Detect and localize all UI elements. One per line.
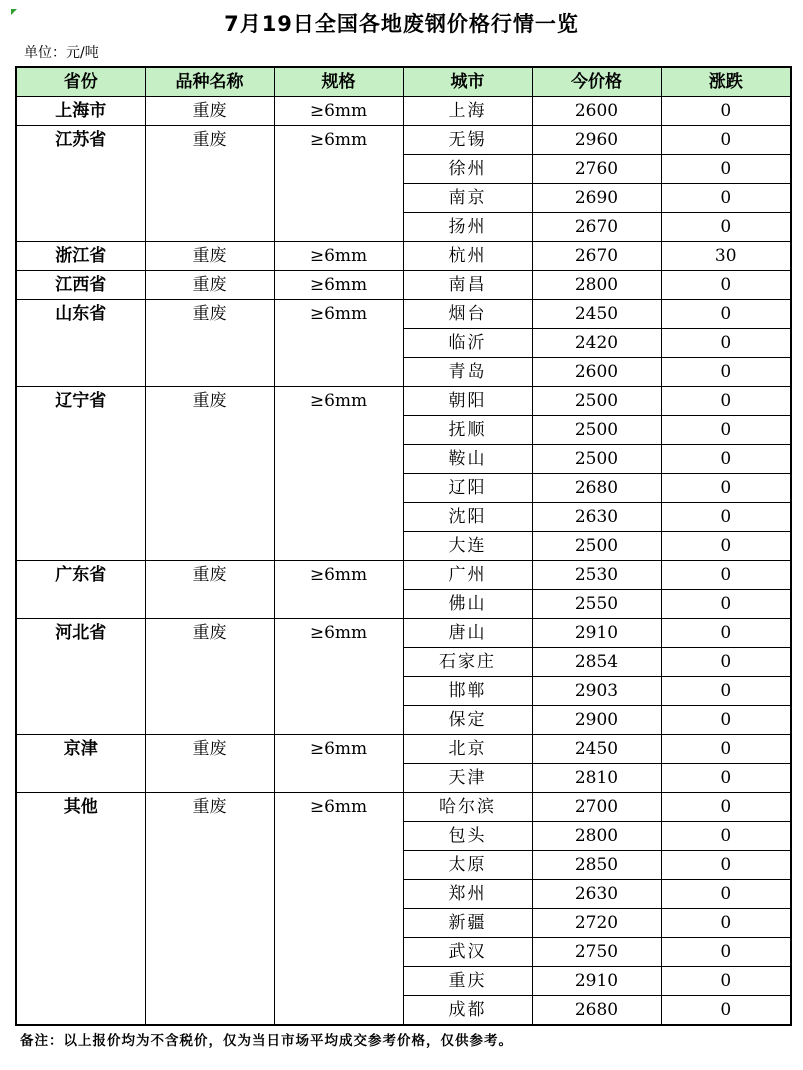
price-cell: 2680 [532, 474, 661, 503]
city-cell: 鞍山 [403, 445, 532, 474]
table-row [16, 271, 791, 300]
table-row [16, 300, 791, 329]
change-cell: 0 [661, 97, 791, 126]
header-change: 涨跌 [661, 67, 791, 97]
change-cell: 0 [661, 155, 791, 184]
variety-cell: 重废 [145, 242, 274, 271]
city-cell: 石家庄 [403, 648, 532, 677]
price-table [15, 66, 792, 1026]
city-cell: 广州 [403, 561, 532, 590]
city-cell: 重庆 [403, 967, 532, 996]
price-cell: 2530 [532, 561, 661, 590]
province-cell: 江苏省 [16, 126, 145, 242]
price-cell: 2760 [532, 155, 661, 184]
province-cell: 山东省 [16, 300, 145, 387]
price-cell: 2910 [532, 619, 661, 648]
change-cell: 0 [661, 358, 791, 387]
city-cell: 上海 [403, 97, 532, 126]
unit-label: 单位：元/吨 [24, 45, 99, 61]
city-cell: 包头 [403, 822, 532, 851]
change-cell: 0 [661, 445, 791, 474]
province-cell: 广东省 [16, 561, 145, 619]
city-cell: 郑州 [403, 880, 532, 909]
table-row [16, 97, 791, 126]
province-cell: 辽宁省 [16, 387, 145, 561]
change-cell: 0 [661, 619, 791, 648]
header-city: 城市 [403, 67, 532, 97]
price-cell: 2500 [532, 532, 661, 561]
city-cell: 成都 [403, 996, 532, 1026]
price-cell: 2680 [532, 996, 661, 1026]
change-cell: 0 [661, 822, 791, 851]
variety-cell: 重废 [145, 735, 274, 793]
city-cell: 哈尔滨 [403, 793, 532, 822]
city-cell: 大连 [403, 532, 532, 561]
change-cell: 0 [661, 648, 791, 677]
change-cell: 0 [661, 184, 791, 213]
price-cell: 2670 [532, 242, 661, 271]
province-cell: 河北省 [16, 619, 145, 735]
change-cell: 0 [661, 271, 791, 300]
header-province: 省份 [16, 67, 145, 97]
change-cell: 0 [661, 532, 791, 561]
city-cell: 唐山 [403, 619, 532, 648]
change-cell: 0 [661, 590, 791, 619]
change-cell: 0 [661, 967, 791, 996]
variety-cell: 重废 [145, 126, 274, 242]
change-cell: 30 [661, 242, 791, 271]
change-cell: 0 [661, 474, 791, 503]
change-cell: 0 [661, 677, 791, 706]
change-cell: 0 [661, 126, 791, 155]
change-cell: 0 [661, 880, 791, 909]
variety-cell: 重废 [145, 387, 274, 561]
variety-cell: 重废 [145, 619, 274, 735]
price-cell: 2690 [532, 184, 661, 213]
price-cell: 2750 [532, 938, 661, 967]
city-cell: 抚顺 [403, 416, 532, 445]
change-cell: 0 [661, 996, 791, 1026]
price-cell: 2903 [532, 677, 661, 706]
city-cell: 新疆 [403, 909, 532, 938]
price-cell: 2500 [532, 387, 661, 416]
price-cell: 2910 [532, 967, 661, 996]
city-cell: 扬州 [403, 213, 532, 242]
table-row [16, 561, 791, 590]
city-cell: 烟台 [403, 300, 532, 329]
city-cell: 南京 [403, 184, 532, 213]
price-cell: 2960 [532, 126, 661, 155]
variety-cell: 重废 [145, 793, 274, 1026]
variety-cell: 重废 [145, 561, 274, 619]
change-cell: 0 [661, 938, 791, 967]
price-cell: 2850 [532, 851, 661, 880]
change-cell: 0 [661, 387, 791, 416]
price-cell: 2600 [532, 358, 661, 387]
footnote: 备注：以上报价均为不含税价，仅为当日市场平均成交参考价格，仅供参考。 [20, 1033, 513, 1049]
city-cell: 杭州 [403, 242, 532, 271]
change-cell: 0 [661, 329, 791, 358]
table-row [16, 735, 791, 764]
change-cell: 0 [661, 706, 791, 735]
table-body [16, 97, 791, 1026]
change-cell: 0 [661, 735, 791, 764]
price-cell: 2900 [532, 706, 661, 735]
province-cell: 京津 [16, 735, 145, 793]
header-variety: 品种名称 [145, 67, 274, 97]
spec-cell: ≥6mm [274, 387, 403, 561]
change-cell: 0 [661, 213, 791, 242]
price-cell: 2450 [532, 735, 661, 764]
price-cell: 2854 [532, 648, 661, 677]
spec-cell: ≥6mm [274, 97, 403, 126]
city-cell: 保定 [403, 706, 532, 735]
spec-cell: ≥6mm [274, 271, 403, 300]
header-row [16, 67, 791, 97]
city-cell: 太原 [403, 851, 532, 880]
price-cell: 2800 [532, 271, 661, 300]
price-cell: 2450 [532, 300, 661, 329]
spec-cell: ≥6mm [274, 300, 403, 387]
city-cell: 临沂 [403, 329, 532, 358]
price-cell: 2600 [532, 97, 661, 126]
city-cell: 朝阳 [403, 387, 532, 416]
province-cell: 其他 [16, 793, 145, 1026]
header-spec: 规格 [274, 67, 403, 97]
spec-cell: ≥6mm [274, 735, 403, 793]
variety-cell: 重废 [145, 300, 274, 387]
city-cell: 沈阳 [403, 503, 532, 532]
change-cell: 0 [661, 764, 791, 793]
price-cell: 2720 [532, 909, 661, 938]
table-row [16, 619, 791, 648]
price-cell: 2670 [532, 213, 661, 242]
price-cell: 2550 [532, 590, 661, 619]
spec-cell: ≥6mm [274, 619, 403, 735]
price-cell: 2500 [532, 416, 661, 445]
variety-cell: 重废 [145, 97, 274, 126]
table-row [16, 126, 791, 155]
spec-cell: ≥6mm [274, 242, 403, 271]
city-cell: 天津 [403, 764, 532, 793]
change-cell: 0 [661, 416, 791, 445]
change-cell: 0 [661, 793, 791, 822]
change-cell: 0 [661, 503, 791, 532]
city-cell: 武汉 [403, 938, 532, 967]
table-row [16, 242, 791, 271]
price-cell: 2420 [532, 329, 661, 358]
city-cell: 佛山 [403, 590, 532, 619]
header-price: 今价格 [532, 67, 661, 97]
variety-cell: 重废 [145, 271, 274, 300]
city-cell: 辽阳 [403, 474, 532, 503]
price-cell: 2630 [532, 503, 661, 532]
price-cell: 2810 [532, 764, 661, 793]
city-cell: 无锡 [403, 126, 532, 155]
province-cell: 上海市 [16, 97, 145, 126]
change-cell: 0 [661, 300, 791, 329]
spec-cell: ≥6mm [274, 793, 403, 1026]
city-cell: 青岛 [403, 358, 532, 387]
province-cell: 浙江省 [16, 242, 145, 271]
spec-cell: ≥6mm [274, 561, 403, 619]
table-row [16, 793, 791, 822]
price-cell: 2500 [532, 445, 661, 474]
price-cell: 2630 [532, 880, 661, 909]
city-cell: 北京 [403, 735, 532, 764]
change-cell: 0 [661, 909, 791, 938]
city-cell: 南昌 [403, 271, 532, 300]
change-cell: 0 [661, 561, 791, 590]
city-cell: 邯郸 [403, 677, 532, 706]
table-row [16, 387, 791, 416]
spec-cell: ≥6mm [274, 126, 403, 242]
page-title: 7月19日全国各地废钢价格行情一览 [224, 12, 579, 36]
price-cell: 2800 [532, 822, 661, 851]
province-cell: 江西省 [16, 271, 145, 300]
change-cell: 0 [661, 851, 791, 880]
city-cell: 徐州 [403, 155, 532, 184]
price-cell: 2700 [532, 793, 661, 822]
